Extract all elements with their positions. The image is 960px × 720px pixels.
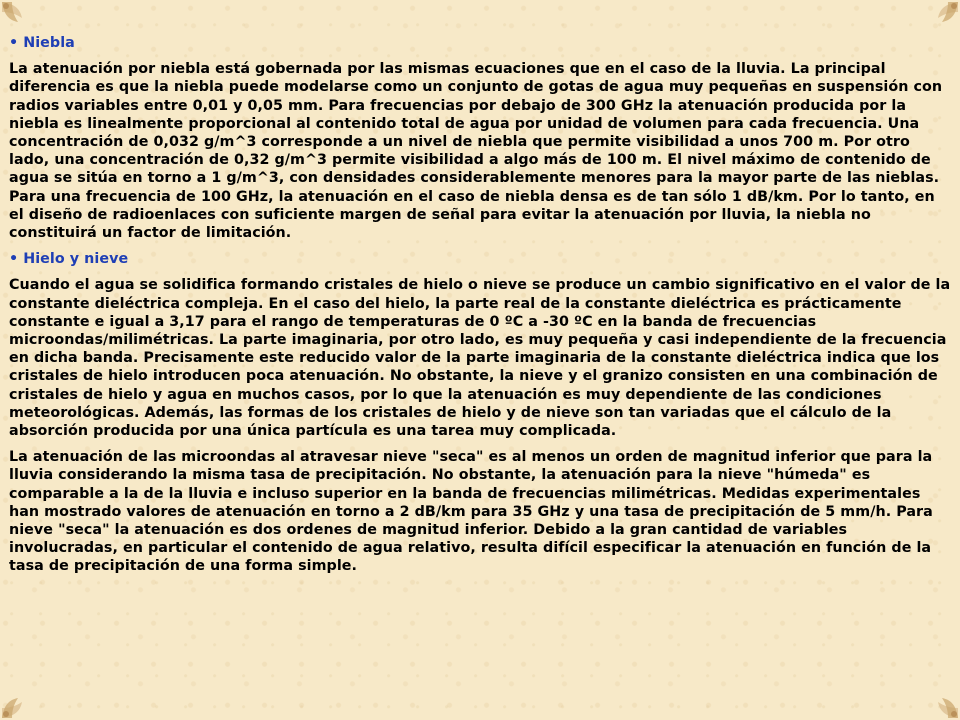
slide-content [9,34,951,584]
corner-ornament-icon [920,680,960,720]
section-niebla [9,34,951,242]
paragraph: Cuando el agua se solidifica formando cristales de hielo o nieve se produce un cambio significativo en el valor de la constante dieléctrica compleja. En el caso del hielo, la parte real de la constante dieléctrica es prácticamente constante e igual a 3,17 para el rango de temperaturas de 0 ºC a -30 ºC en la banda de frecuencias microondas/milimétricas. La parte imaginaria, por otro lado, es muy pequeña y casi independiente de la frecuencia en dicha banda. Precisamente este reducido valor de la parte imaginaria de la constante dieléctrica indica que los cristales de hielo introducen poca atenuación. No obstante, la nieve y el granizo consisten en una combinación de cristales de hielo y agua en muchos casos, por lo que la atenuación es muy dependiente de las condiciones meteorológicas. Además, las formas de los cristales de hielo y de nieve son tan variadas que el cálculo de la absorción producida por una única partícula es una tarea muy complicada. [9,277,951,440]
section-heading [9,250,951,268]
heading-text: Hielo y nieve [23,251,129,268]
corner-ornament-icon [0,680,40,720]
section-heading [9,34,951,52]
paragraph: La atenuación de las microondas al atravesar nieve "seca" es al menos un orden de magnitud inferior que para la lluvia considerando la misma tasa de precipitación. No obstante, la atenuación para la nieve "húmeda" es comparable a la de la lluvia e incluso superior en la banda de frecuencias milimétricas. Medidas experimentales han mostrado valores de atenuación en torno a 2 dB/km para 35 GHz y una tasa de precipitación de 5 mm/h. Para nieve "seca" la atenuación es dos ordenes de magnitud inferior. Debido a la gran cantidad de variables involucradas, en particular el contenido de agua relativo, resulta difícil especificar la atenuación en función de la tasa de precipitación de una forma simple. [9,449,933,575]
section-hielo-y-nieve [9,250,951,575]
paragraph: La atenuación por niebla está gobernada por las mismas ecuaciones que en el caso de la lluvia. La principal diferencia es que la niebla puede modelarse como un conjunto de gotas de agua muy pequeñas en suspensión con radios variables entre 0,01 y 0,05 mm. Para frecuencias por debajo de 300 GHz la atenuación producida por la niebla es linealmente proporcional al contenido total de agua por unidad de volumen para cada frecuencia. Una concentración de 0,032 g/m^3 corresponde a un nivel de niebla que permite visibilidad a unos 700 m. Por otro lado, una concentración de 0,32 g/m^3 permite visibilidad a algo más de 100 m. El nivel máximo de contenido de agua se sitúa en torno a 1 g/m^3, con densidades considerablemente menores para la mayor parte de las nieblas. Para una frecuencia de 100 GHz, la atenuación en el caso de niebla densa es de tan sólo 1 dB/km. Por lo tanto, en el diseño de radioenlaces con suficiente margen de señal para evitar la atenuación por lluvia, la niebla no constituirá un factor de limitación. [9,61,943,242]
bullet-glyph: • [9,251,19,268]
heading-text: Niebla [23,35,75,51]
bullet-glyph: • [9,35,19,51]
